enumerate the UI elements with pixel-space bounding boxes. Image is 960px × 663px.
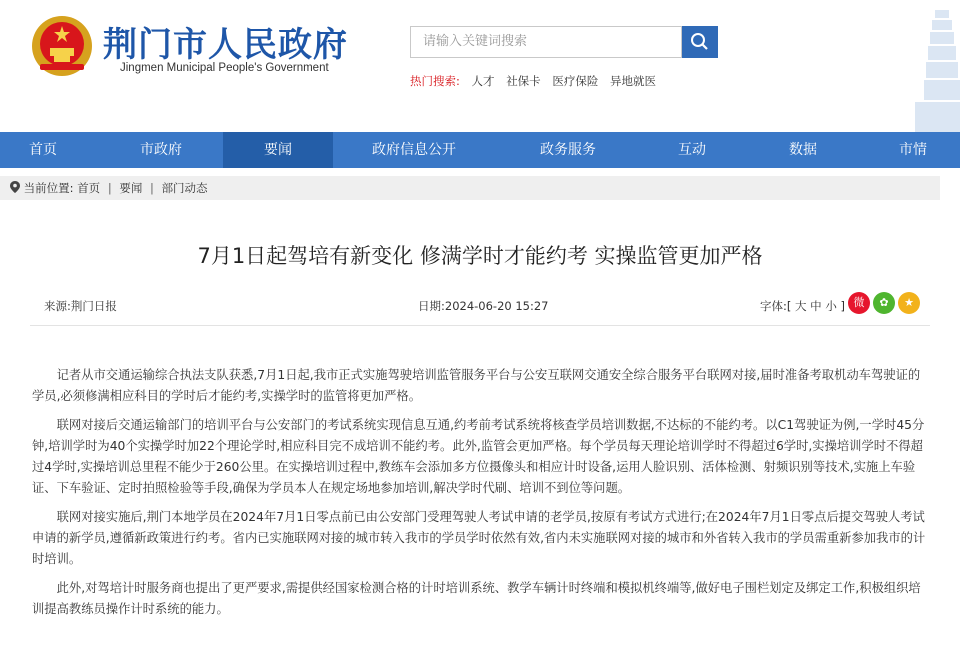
breadcrumb-separator: | <box>107 181 112 195</box>
location-pin-icon <box>10 181 20 193</box>
nav-item-services[interactable]: 政务服务 <box>540 142 596 158</box>
main-nav <box>0 132 960 168</box>
breadcrumb-separator: | <box>150 181 154 195</box>
font-size-switcher[interactable]: 字体:[ 大 中 小 ] <box>760 299 845 313</box>
breadcrumb-item-home[interactable]: 首页 <box>77 181 101 195</box>
site-header <box>0 0 960 132</box>
site-title[interactable]: 荆门市人民政府 <box>103 25 348 65</box>
wechat-icon[interactable]: ✿ <box>873 292 895 314</box>
hot-search-label: 热门搜索: <box>410 74 460 88</box>
breadcrumb <box>0 176 940 200</box>
article-paragraph: 联网对接实施后,荆门本地学员在2024年7月1日零点前已由公安部门受理驾驶人考试申请的老学员,按原有考试方式进行;在2024年7月1日零点后提交驾驶人考试申请的新学员,遵循新政策进行约考。省内已实施联网对接的城市转入我市的学员学时依然有效,省内未实施联网对接的城市和外省转入我市的学员需重新参加我市的计时培训。 <box>32 510 926 566</box>
hot-search-item[interactable]: 异地就医 <box>610 74 656 88</box>
nav-item-info-disclosure[interactable]: 政府信息公开 <box>372 142 456 158</box>
article-meta <box>30 290 930 326</box>
hot-search <box>410 73 656 89</box>
hot-search-item[interactable]: 人才 <box>471 74 495 88</box>
nav-item-home[interactable]: 首页 <box>29 142 57 158</box>
breadcrumb-label: 当前位置: <box>23 181 74 195</box>
hot-search-item[interactable]: 医疗保险 <box>552 74 599 88</box>
pagoda-decoration <box>905 0 960 132</box>
breadcrumb-item-news[interactable]: 要闻 <box>119 181 143 195</box>
hot-search-item[interactable]: 社保卡 <box>506 74 541 88</box>
weibo-icon[interactable]: 微 <box>848 292 870 314</box>
nav-item-city-overview[interactable]: 市情 <box>899 142 927 158</box>
article-title: 7月1日起驾培有新变化 修满学时才能约考 实操监管更加严格 <box>197 244 763 268</box>
national-emblem-icon[interactable] <box>30 14 94 78</box>
article-body <box>32 365 932 628</box>
nav-item-interaction[interactable]: 互动 <box>678 142 706 158</box>
article-date: 日期:2024-06-20 15:27 <box>418 299 549 313</box>
site-subtitle: Jingmen Municipal People's Government <box>120 62 329 74</box>
article-paragraph: 此外,对驾培计时服务商也提出了更严要求,需提供经国家检测合格的计时培训系统、教学车辆计时终端和模拟机终端等,做好电子围栏划定及绑定工作,积极组织培训提高教练员操作计时系统的能力。 <box>32 581 921 616</box>
article-paragraph: 记者从市交通运输综合执法支队获悉,7月1日起,我市正式实施驾驶培训监管服务平台与公安互联网交通安全综合服务平台联网对接,届时准备考取机动车驾驶证的学员,必须修满相应科目的学时后才能约考,实操学时的监管将更加严格。 <box>32 368 921 403</box>
article-paragraph: 联网对接后交通运输部门的培训平台与公安部门的考试系统实现信息互通,约考前考试系统将核查学员培训数据,不达标的不能约考。以C1驾驶证为例,一学时45分钟,培训学时为40个实操学时加22个理论学时,相应科目完不成培训不能约考。此外,监管会更加严格。每个学员每天理论培训学时不得超过6学时,实操培训学时不得超过4学时,实操培训总里程不能少于260公里。在实操培训过程中,教练车会添加多方位摄像头和相应计时设备,运用人脸识别、活体检测、射频识别等技术,实施上车验证、下车验证、定时拍照检验等手段,确保为学员本人在规定场地参加培训,解决学时代刷、培训不到位等问题。 <box>32 418 925 495</box>
breadcrumb-item-department[interactable]: 部门动态 <box>161 181 208 195</box>
favorite-star-icon[interactable]: ★ <box>898 292 920 314</box>
article-source: 来源:荆门日报 <box>44 299 117 313</box>
nav-item-news[interactable]: 要闻 <box>223 132 333 168</box>
search-button[interactable] <box>682 26 718 58</box>
nav-item-data[interactable]: 数据 <box>789 142 817 158</box>
search-icon <box>682 26 718 58</box>
nav-item-city-government[interactable]: 市政府 <box>140 142 182 158</box>
search-input[interactable]: 请输入关键词搜索 <box>410 26 682 58</box>
